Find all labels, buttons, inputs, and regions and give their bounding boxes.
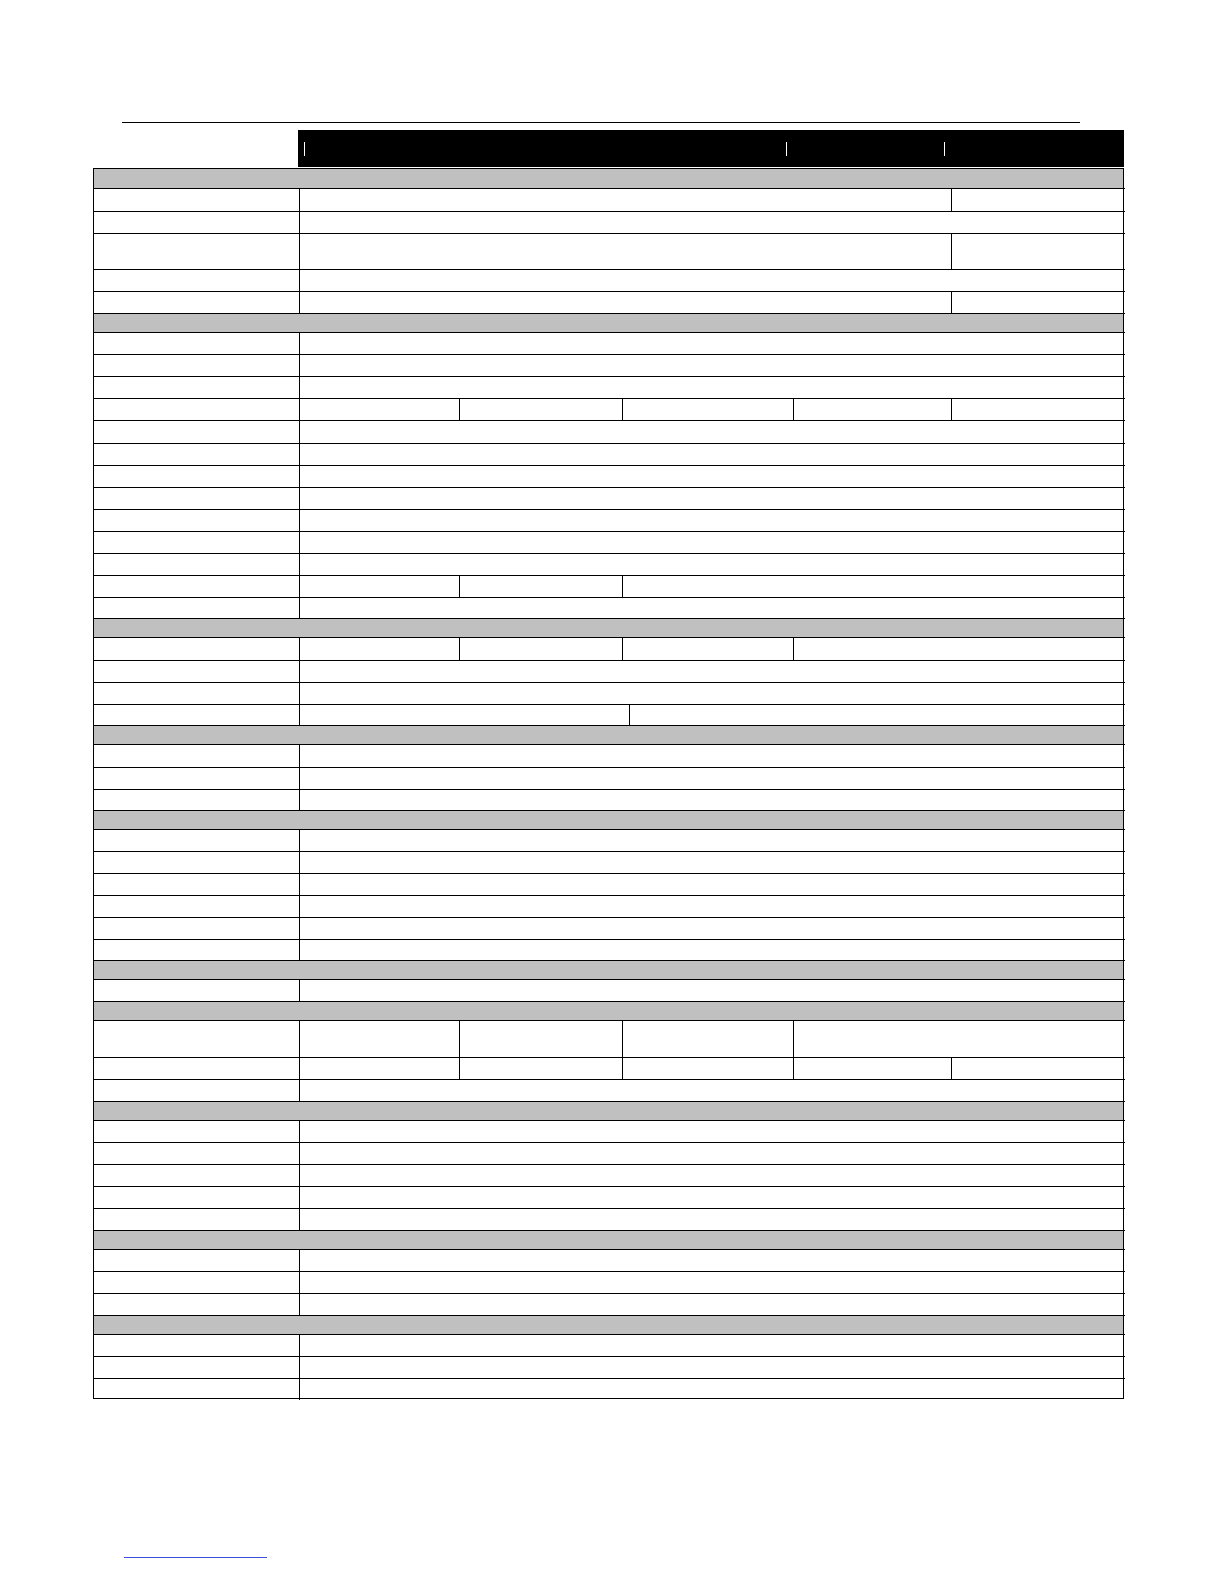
row-divider xyxy=(94,917,1125,918)
column-divider xyxy=(459,1020,460,1057)
column-divider xyxy=(622,575,623,597)
row-divider xyxy=(94,291,1125,292)
row-divider xyxy=(94,354,1125,355)
column-divider xyxy=(951,291,952,313)
footer-link-underline xyxy=(124,1557,267,1558)
row-divider xyxy=(94,1230,1125,1231)
column-divider xyxy=(622,637,623,660)
row-divider xyxy=(94,1271,1125,1272)
row-divider xyxy=(94,704,1125,705)
row-divider xyxy=(94,597,1125,598)
row-divider xyxy=(94,810,1125,811)
column-divider xyxy=(629,704,630,725)
section-header-band xyxy=(94,618,1123,637)
row-divider xyxy=(94,960,1125,961)
column-divider xyxy=(793,1057,794,1079)
row-divider xyxy=(94,895,1125,896)
row-divider xyxy=(94,744,1125,745)
row-divider xyxy=(94,376,1125,377)
column-divider xyxy=(299,332,300,618)
column-divider xyxy=(951,188,952,211)
row-divider xyxy=(94,767,1125,768)
section-header-band xyxy=(94,1101,1123,1120)
row-divider xyxy=(94,509,1125,510)
section-header-band xyxy=(94,810,1123,829)
column-divider xyxy=(299,637,300,725)
row-divider xyxy=(94,487,1125,488)
row-divider xyxy=(94,618,1125,619)
header-rule xyxy=(122,122,1080,123)
row-divider xyxy=(94,233,1125,234)
row-divider xyxy=(94,637,1125,638)
header-divider xyxy=(304,142,305,156)
row-divider xyxy=(94,873,1125,874)
column-divider xyxy=(459,575,460,597)
column-divider xyxy=(951,233,952,269)
row-divider xyxy=(94,313,1125,314)
column-divider xyxy=(459,398,460,420)
row-divider xyxy=(94,1378,1125,1379)
header-divider xyxy=(786,142,787,156)
column-divider xyxy=(793,398,794,420)
section-header-band xyxy=(94,1315,1123,1334)
column-divider xyxy=(793,1020,794,1057)
row-divider xyxy=(94,725,1125,726)
column-divider xyxy=(622,1020,623,1057)
row-divider xyxy=(94,682,1125,683)
row-divider xyxy=(94,269,1125,270)
row-divider xyxy=(94,1315,1125,1316)
column-divider xyxy=(299,1120,300,1230)
column-divider xyxy=(299,979,300,1001)
column-divider xyxy=(459,637,460,660)
column-divider xyxy=(299,188,300,313)
section-header-band xyxy=(94,960,1123,979)
row-divider xyxy=(94,1293,1125,1294)
header-bar xyxy=(298,130,1124,167)
column-divider xyxy=(622,398,623,420)
row-divider xyxy=(94,211,1125,212)
column-divider xyxy=(299,1249,300,1315)
row-divider xyxy=(94,1142,1125,1143)
row-divider xyxy=(94,979,1125,980)
row-divider xyxy=(94,1334,1125,1335)
row-divider xyxy=(94,1101,1125,1102)
row-divider xyxy=(94,465,1125,466)
column-divider xyxy=(299,1020,300,1101)
row-divider xyxy=(94,1249,1125,1250)
section-header-band xyxy=(94,313,1123,332)
section-header-band xyxy=(94,1230,1123,1249)
column-divider xyxy=(299,1334,300,1400)
column-divider xyxy=(951,398,952,420)
row-divider xyxy=(94,553,1125,554)
row-divider xyxy=(94,1001,1125,1002)
row-divider xyxy=(94,332,1125,333)
row-divider xyxy=(94,443,1125,444)
row-divider xyxy=(94,1079,1125,1080)
row-divider xyxy=(94,1120,1125,1121)
column-divider xyxy=(299,829,300,960)
row-divider xyxy=(94,1057,1125,1058)
column-divider xyxy=(459,1057,460,1079)
row-divider xyxy=(94,531,1125,532)
row-divider xyxy=(94,939,1125,940)
row-divider xyxy=(94,575,1125,576)
row-divider xyxy=(94,660,1125,661)
row-divider xyxy=(94,789,1125,790)
column-divider xyxy=(622,1057,623,1079)
row-divider xyxy=(94,1164,1125,1165)
row-divider xyxy=(94,188,1125,189)
row-divider xyxy=(94,851,1125,852)
row-divider xyxy=(94,398,1125,399)
row-divider xyxy=(94,1020,1125,1021)
column-divider xyxy=(793,637,794,660)
row-divider xyxy=(94,1208,1125,1209)
row-divider xyxy=(94,1356,1125,1357)
header-divider xyxy=(944,142,945,156)
row-divider xyxy=(94,829,1125,830)
section-header-band xyxy=(94,169,1123,188)
section-header-band xyxy=(94,725,1123,744)
row-divider xyxy=(94,1186,1125,1187)
column-divider xyxy=(951,1057,952,1079)
column-divider xyxy=(299,744,300,810)
section-header-band xyxy=(94,1001,1123,1020)
row-divider xyxy=(94,420,1125,421)
form-grid xyxy=(93,168,1124,1399)
